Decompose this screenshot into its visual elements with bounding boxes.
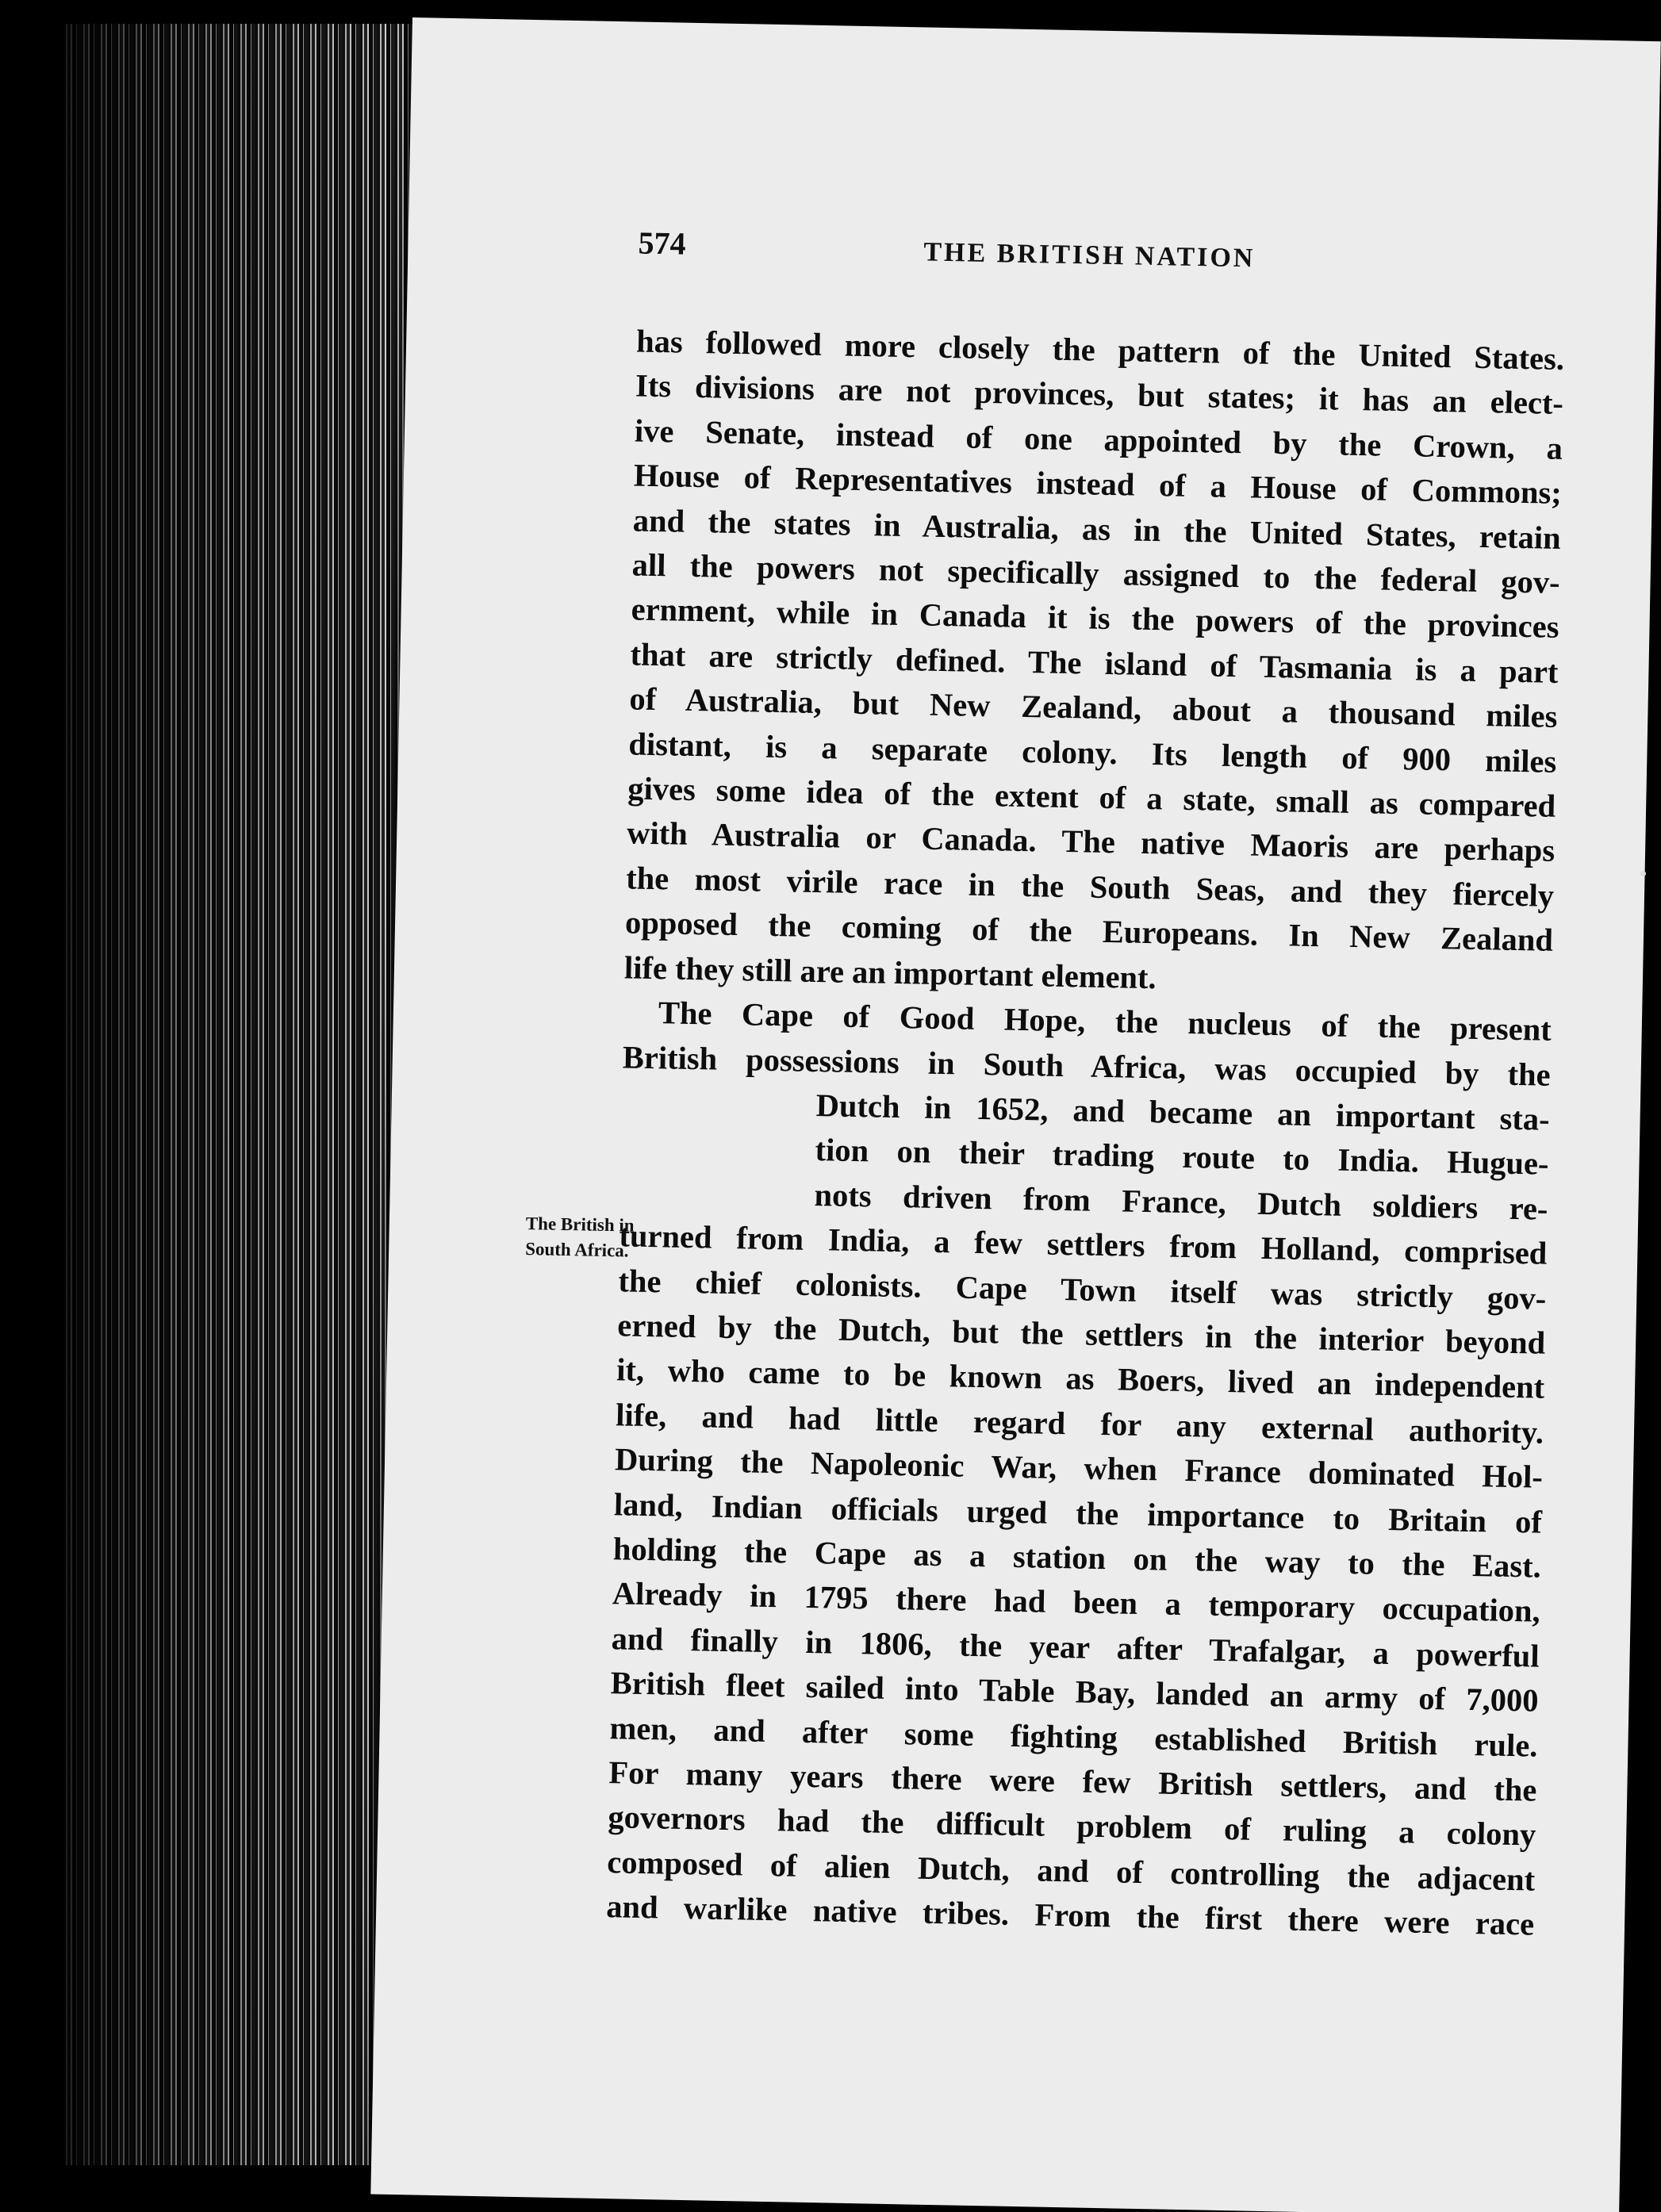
book-page <box>370 17 1660 2212</box>
text-line: the most virile race in the South Seas, and they fiercely <box>625 860 1555 914</box>
body-text <box>606 319 1565 1947</box>
scan-speck <box>1640 871 1646 876</box>
page-number: 574 <box>638 224 687 262</box>
text-line: it, who came to be known as Boers, lived an independent <box>616 1351 1545 1406</box>
text-line: ernment, while in Canada it is the powers of the provinces <box>631 591 1559 646</box>
text-line: Already in 1795 there had been a temporary occupation, <box>612 1575 1541 1630</box>
text-line: all the powers not specifically assigned to the federal gov- <box>631 546 1561 600</box>
text-line: of Australia, but New Zealand, about a thousand miles <box>629 680 1558 735</box>
text-line: and finally in 1806, the year after Trafalgar, a powerful <box>611 1620 1540 1674</box>
text-line: life they still are an important element. <box>623 949 1157 995</box>
text-line: and warlike native tribes. From the first there were race <box>605 1888 1535 1942</box>
text-line: nots driven from France, Dutch soldiers re- <box>814 1176 1548 1227</box>
text-line: gives some idea of the extent of a state, small as compared <box>627 770 1556 824</box>
text-line: turned from India, a few settlers from Holland, comprised <box>619 1217 1548 1271</box>
page-edges-shadow <box>63 24 412 2165</box>
margin-note-line: South Africa. <box>524 1239 629 1261</box>
text-line: has followed more closely the pattern of the United States. <box>635 323 1565 377</box>
text-line: holding the Cape as a station on the way to the East. <box>612 1531 1542 1585</box>
text-line: House of Representatives instead of a House of Commons; <box>633 457 1563 512</box>
margin-note-line: The British in <box>525 1213 635 1236</box>
text-line: erned by the Dutch, but the settlers in the interior beyond <box>616 1307 1546 1361</box>
text-line: Its divisions are not provinces, but states; it has an elect- <box>635 367 1564 422</box>
page-header <box>638 224 1661 293</box>
text-line: composed of alien Dutch, and of controlling the adjacent <box>606 1843 1536 1898</box>
text-line: tion on their trading route to India. Hugue- <box>815 1132 1549 1183</box>
text-line: For many years there were few British settlers, and the <box>608 1754 1537 1808</box>
text-line: During the Napoleonic War, when France dominated Hol- <box>614 1441 1544 1495</box>
text-line: ive Senate, instead of one appointed by the Crown, a <box>634 412 1563 466</box>
text-line: British fleet sailed into Table Bay, landed an army of 7,000 <box>610 1665 1539 1719</box>
text-line: British possessions in South Africa, was occupied by the <box>622 1038 1552 1093</box>
text-line: distant, is a separate colony. Its length of 900 miles <box>628 726 1557 780</box>
text-line: men, and after some fighting established British rule. <box>609 1709 1538 1764</box>
text-line: life, and had little regard for any external authority. <box>615 1396 1544 1451</box>
text-line: with Australia or Canada. The native Maoris are perhaps <box>626 815 1556 869</box>
text-line: land, Indian officials urged the importance to Britain of <box>613 1486 1543 1540</box>
text-line: governors had the difficult problem of ruling a colony <box>608 1799 1536 1854</box>
text-line: The Cape of Good Hope, the nucleus of the present <box>658 995 1552 1048</box>
text-line: and the states in Australia, as in the United States, retain <box>632 502 1562 556</box>
running-title: THE BRITISH NATION <box>923 237 1256 274</box>
text-line: the chief colonists. Cape Town itself was strictly gov- <box>618 1262 1547 1317</box>
text-line: that are strictly defined. The island of Tasmania is a part <box>630 636 1559 690</box>
text-line: opposed the coming of the Europeans. In New Zealand <box>624 904 1554 959</box>
text-line: Dutch in 1652, and became an important sta- <box>815 1087 1551 1137</box>
